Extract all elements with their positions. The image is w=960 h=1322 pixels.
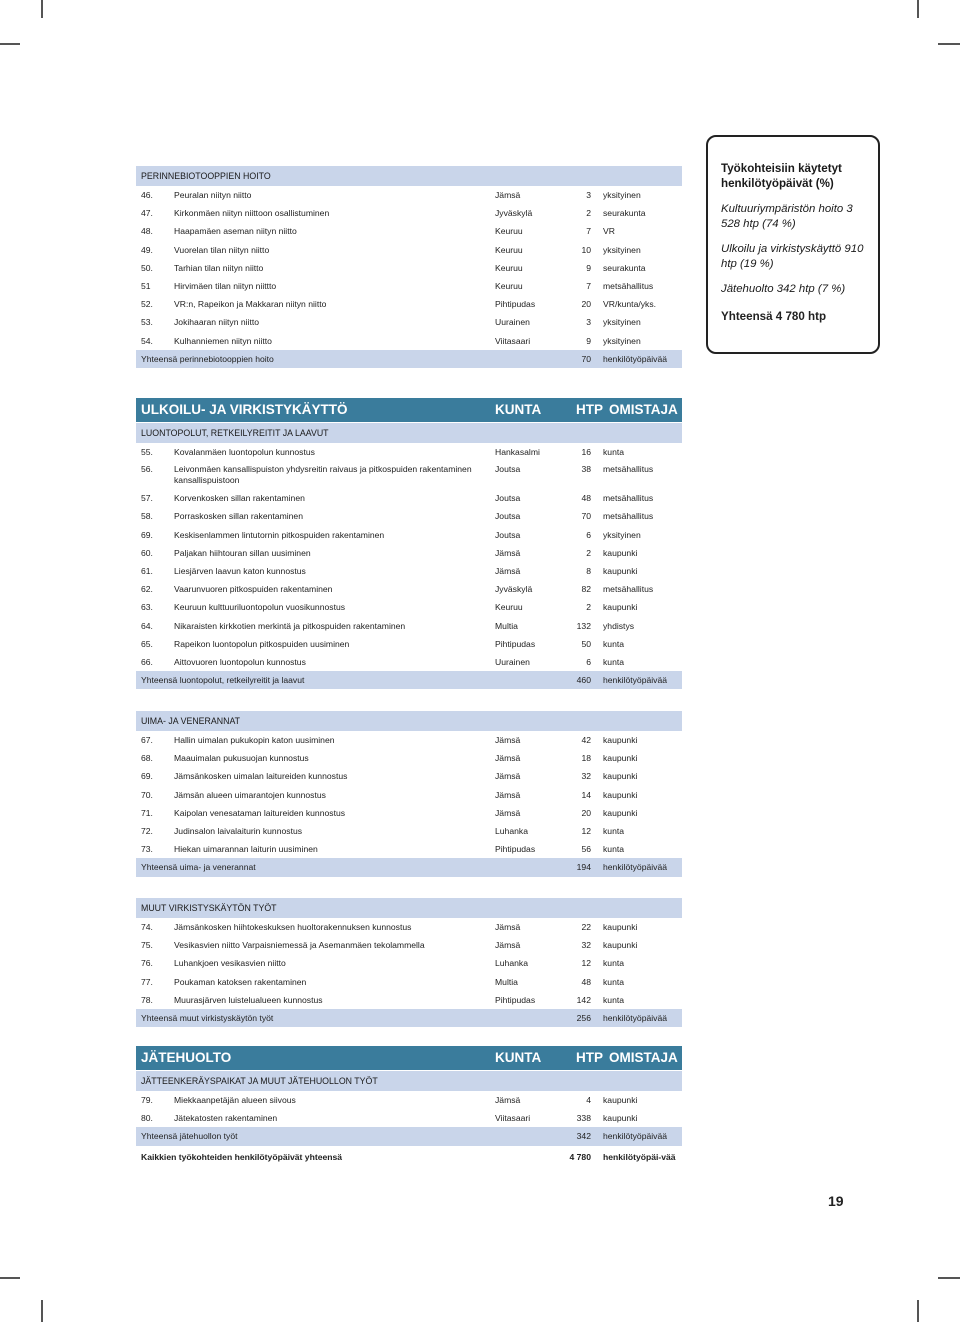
uima-section: [136, 711, 682, 877]
row-number: 54.: [141, 335, 153, 346]
row-number: 52.: [141, 299, 153, 310]
row-htp: 38: [581, 464, 591, 475]
muut-section: [136, 898, 682, 1027]
table-row: [136, 1109, 682, 1127]
row-name: Porraskosken sillan rakentaminen: [174, 511, 303, 522]
row-name: VR:n, Rapeikon ja Makkaran niityn niitto: [174, 299, 327, 310]
row-htp: 338: [576, 1113, 591, 1124]
table-row: [136, 731, 682, 749]
total-label: Yhteensä perinnebiotooppien hoito: [141, 353, 274, 364]
row-number: 51: [141, 280, 151, 291]
table-row: [136, 489, 682, 507]
row-name: Kulhanniemen niityn niitto: [174, 335, 272, 346]
row-location: Viitasaari: [495, 1113, 531, 1124]
total-htp: 460: [576, 675, 591, 686]
row-name: Muurasjärven luistelualueen kunnostus: [174, 994, 323, 1005]
row-owner: kaupunki: [603, 940, 638, 951]
row-owner: kunta: [603, 825, 625, 836]
row-name: Keuruun kulttuuriluontopolun vuosikunnostus: [174, 602, 346, 613]
row-number: 55.: [141, 447, 153, 457]
row-location: Jämsä: [495, 771, 521, 782]
row-owner: kaupunki: [603, 753, 638, 764]
row-number: 66.: [141, 656, 153, 667]
row-htp: 20: [581, 807, 591, 818]
row-htp: 3: [586, 190, 591, 200]
total-htp: 70: [581, 353, 591, 364]
total-htp: 194: [576, 862, 591, 873]
row-owner: kaupunki: [603, 1113, 638, 1124]
row-location: Jämsä: [495, 547, 521, 558]
row-location: Jämsä: [495, 807, 521, 818]
row-owner: yhdistys: [603, 620, 635, 631]
row-name: Jätekatosten rakentaminen: [174, 1113, 278, 1124]
row-location: Hankasalmi: [495, 447, 540, 457]
row-location: Jämsä: [495, 735, 521, 745]
row-name: Peuralan niityn niitto: [174, 190, 252, 200]
row-htp: 9: [586, 262, 591, 273]
row-name: Leivonmäen kansallispuiston yhdysreitin raivaus ja pitkospuiden rakentaminen kansallispuistoon: [174, 464, 472, 486]
section-total: [136, 858, 682, 876]
row-number: 53.: [141, 317, 153, 328]
row-name: Jokihaaran niityn niitto: [174, 317, 260, 328]
row-location: Pihtipudas: [495, 299, 536, 310]
row-name: Vesikasvien niitto Varpaisniemessä ja Asemanmäen tekolammella: [174, 940, 425, 951]
row-number: 74.: [141, 922, 153, 932]
row-owner: VR: [603, 226, 615, 237]
row-number: 50.: [141, 262, 153, 273]
table-row: [136, 786, 682, 804]
row-location: Keuruu: [495, 602, 523, 613]
row-location: Uurainen: [495, 317, 530, 328]
row-name: Jämsänkosken hiihtokeskuksen huoltorakennuksen kunnostus: [174, 922, 412, 932]
row-name: Luhankjoen vesikasvien niitto: [174, 958, 286, 969]
row-owner: yksityinen: [603, 529, 641, 540]
crop-mark: [0, 43, 20, 45]
row-owner: kunta: [603, 958, 625, 969]
table-row: [136, 991, 682, 1009]
row-location: Joutsa: [495, 529, 521, 540]
row-htp: 56: [581, 844, 591, 855]
row-htp: 142: [576, 994, 591, 1005]
crop-mark: [938, 43, 960, 45]
row-htp: 32: [581, 771, 591, 782]
row-owner: kaupunki: [603, 735, 638, 745]
row-owner: kaupunki: [603, 922, 638, 932]
row-htp: 3: [586, 317, 591, 328]
total-label: Yhteensä uima- ja venerannat: [141, 862, 256, 873]
summary-jatehuolto: Jätehuolto 342 htp (7 %): [721, 283, 846, 295]
row-htp: 32: [581, 940, 591, 951]
perinne-section: [136, 166, 682, 368]
section-title: JÄTEHUOLTO: [141, 1050, 232, 1065]
grand-total-unit: henkilötyöpäi-vää: [603, 1151, 676, 1162]
row-owner: yksityinen: [603, 190, 641, 200]
table-row: [136, 598, 682, 616]
table-row: [136, 580, 682, 598]
total-unit: henkilötyöpäivää: [603, 1131, 668, 1142]
row-number: 48.: [141, 226, 153, 237]
row-owner: kaupunki: [603, 547, 638, 558]
row-location: Jämsä: [495, 190, 521, 200]
row-htp: 18: [581, 753, 591, 764]
crop-mark: [938, 1277, 960, 1279]
table-row: [136, 822, 682, 840]
table-row: [136, 617, 682, 635]
table-row: [136, 653, 682, 671]
row-htp: 42: [581, 735, 591, 745]
row-owner: kaupunki: [603, 789, 638, 800]
row-location: Jämsä: [495, 940, 521, 951]
table-row: [136, 277, 682, 295]
row-htp: 16: [581, 447, 591, 457]
section-subheader: MUUT VIRKISTYSKÄYTÖN TYÖT: [136, 898, 682, 918]
table-row: [136, 767, 682, 785]
row-number: 69.: [141, 771, 153, 782]
row-htp: 6: [586, 656, 591, 667]
row-name: Hiekan uimarannan laiturin uusiminen: [174, 844, 318, 855]
row-owner: seurakunta: [603, 262, 646, 273]
total-unit: henkilötyöpäivää: [603, 353, 668, 364]
row-number: 67.: [141, 735, 153, 745]
row-htp: 2: [586, 208, 591, 219]
crop-mark: [0, 1277, 20, 1279]
row-owner: kaupunki: [603, 1095, 638, 1105]
row-location: Viitasaari: [495, 335, 531, 346]
section-subheader: UIMA- JA VENERANNAT: [136, 711, 682, 731]
row-name: Rapeikon luontopolun pitkospuiden uusiminen: [174, 638, 350, 649]
row-htp: 4: [586, 1095, 591, 1105]
row-number: 47.: [141, 208, 153, 219]
row-htp: 22: [581, 922, 591, 932]
row-location: Jyväskylä: [495, 208, 533, 219]
row-number: 61.: [141, 565, 153, 576]
row-owner: metsähallitus: [603, 493, 654, 504]
table-row: [136, 840, 682, 858]
row-htp: 12: [581, 958, 591, 969]
summary-kulttuuri: Kultuuriympäristön hoito 3 528 htp (74 %): [721, 203, 853, 230]
row-htp: 132: [576, 620, 591, 631]
row-name: Judinsalon laivalaiturin kunnostus: [174, 825, 303, 836]
table-row: [136, 507, 682, 525]
section-total: [136, 350, 682, 368]
row-owner: kaupunki: [603, 602, 638, 613]
row-number: 80.: [141, 1113, 153, 1124]
row-name: Kovalanmäen luontopolun kunnostus: [174, 447, 315, 457]
row-location: Luhanka: [495, 958, 528, 969]
section-total: [136, 671, 682, 689]
jatehuolto-rows: [136, 1091, 682, 1127]
row-owner: yksityinen: [603, 335, 641, 346]
table-row: [136, 749, 682, 767]
crop-mark: [41, 1300, 43, 1322]
row-htp: 20: [581, 299, 591, 310]
table-row: [136, 973, 682, 991]
row-location: Pihtipudas: [495, 844, 536, 855]
table-row: [136, 295, 682, 313]
row-location: Joutsa: [495, 511, 521, 522]
row-location: Pihtipudas: [495, 638, 536, 649]
row-owner: metsähallitus: [603, 511, 654, 522]
row-htp: 9: [586, 335, 591, 346]
section-subheader: JÄTTEENKERÄYSPAIKAT JA MUUT JÄTEHUOLLON TYÖT: [136, 1071, 682, 1091]
row-number: 76.: [141, 958, 153, 969]
row-number: 75.: [141, 940, 153, 951]
crop-mark: [41, 0, 43, 18]
grand-total-row: [136, 1149, 682, 1177]
luonto-rows: [136, 443, 682, 671]
row-location: Jämsä: [495, 1095, 521, 1105]
column-header-omistaja: OMISTAJA: [609, 1050, 678, 1065]
row-location: Jämsä: [495, 753, 521, 764]
row-number: 62.: [141, 584, 153, 595]
row-htp: 50: [581, 638, 591, 649]
table-row: [136, 186, 682, 204]
column-header-kunta: KUNTA: [495, 1050, 542, 1065]
row-number: 68.: [141, 753, 153, 764]
table-row: [136, 1091, 682, 1109]
row-location: Multia: [495, 620, 518, 631]
row-number: 70.: [141, 789, 153, 800]
row-name: Vuorelan tilan niityn niitto: [174, 244, 270, 255]
row-location: Joutsa: [495, 493, 521, 504]
row-owner: kunta: [603, 994, 625, 1005]
row-number: 64.: [141, 620, 153, 631]
section-title: ULKOILU- JA VIRKISTYKÄYTTÖ: [141, 402, 348, 417]
column-header-htp: HTP: [576, 1050, 603, 1065]
row-name: Kaipolan venesataman laitureiden kunnostus: [174, 807, 346, 818]
row-owner: kaupunki: [603, 807, 638, 818]
perinne-rows: [136, 186, 682, 350]
row-location: Keuruu: [495, 226, 523, 237]
row-htp: 7: [586, 226, 591, 237]
row-location: Keuruu: [495, 262, 523, 273]
section-subheader: LUONTOPOLUT, RETKEILYREITIT JA LAAVUT: [136, 423, 682, 443]
table-row: [136, 562, 682, 580]
row-name: Paljakan hiihtouran sillan uusiminen: [174, 547, 311, 558]
row-location: Jämsä: [495, 922, 521, 932]
page-number: 19: [828, 1193, 844, 1209]
row-owner: kaupunki: [603, 565, 638, 576]
row-owner: seurakunta: [603, 208, 646, 219]
table-row: [136, 332, 682, 350]
crop-mark: [917, 0, 919, 18]
total-label: Yhteensä muut virkistyskäytön työt: [141, 1012, 274, 1023]
row-name: Keskisenlammen lintutornin pitkospuiden rakentaminen: [174, 529, 385, 540]
section-title-bar: [136, 398, 682, 422]
row-number: 78.: [141, 994, 153, 1005]
summary-ulkoilu: Ulkoilu ja virkistyskäyttö 910 htp (19 %): [721, 243, 864, 270]
column-header-omistaja: OMISTAJA: [609, 402, 678, 417]
row-location: Luhanka: [495, 825, 528, 836]
row-name: Hallin uimalan pukukopin katon uusiminen: [174, 735, 335, 745]
row-location: Uurainen: [495, 656, 530, 667]
row-number: 73.: [141, 844, 153, 855]
table-row: [136, 526, 682, 544]
table-row: [136, 936, 682, 954]
row-number: 72.: [141, 825, 153, 836]
row-location: Joutsa: [495, 464, 521, 475]
grand-total-label: Kaikkien työkohteiden henkilötyöpäivät yhteensä: [141, 1151, 343, 1162]
row-owner: kunta: [603, 447, 625, 457]
section-total: [136, 1009, 682, 1027]
row-htp: 48: [581, 976, 591, 987]
row-location: Multia: [495, 976, 518, 987]
row-location: Jyväskylä: [495, 584, 533, 595]
row-htp: 6: [586, 529, 591, 540]
row-name: Aittovuoren luontopolun kunnostus: [174, 656, 306, 667]
row-name: Haapamäen aseman niityn niitto: [174, 226, 297, 237]
ulkoilu-section: [136, 398, 682, 689]
table-row: [136, 461, 682, 489]
row-number: 58.: [141, 511, 153, 522]
row-owner: metsähallitus: [603, 464, 654, 475]
table-row: [136, 241, 682, 259]
row-location: Keuruu: [495, 244, 523, 255]
row-owner: kaupunki: [603, 771, 638, 782]
section-subheader: PERINNEBIOTOOPPIEN HOITO: [136, 166, 682, 186]
row-name: Korvenkosken sillan rakentaminen: [174, 493, 305, 504]
summary-title: Työkohteisiin käytetyt henkilötyöpäivät (%): [721, 162, 842, 190]
row-number: 79.: [141, 1095, 153, 1105]
row-htp: 14: [581, 789, 591, 800]
row-htp: 12: [581, 825, 591, 836]
row-owner: metsähallitus: [603, 280, 654, 291]
row-number: 77.: [141, 976, 153, 987]
row-owner: metsähallitus: [603, 584, 654, 595]
row-name: Kirkonmäen niityn niittoon osallistuminen: [174, 208, 330, 219]
row-htp: 10: [581, 244, 591, 255]
table-row: [136, 635, 682, 653]
row-owner: VR/kunta/yks.: [603, 299, 657, 310]
row-htp: 8: [586, 565, 591, 576]
row-name: Miekkaanpetäjän alueen siivous: [174, 1095, 296, 1105]
summary-total: Yhteensä 4 780 htp: [721, 309, 827, 323]
row-htp: 2: [586, 602, 591, 613]
row-location: Jämsä: [495, 565, 521, 576]
row-location: Jämsä: [495, 789, 521, 800]
row-number: 56.: [141, 464, 153, 475]
table-row: [136, 204, 682, 222]
jatehuolto-section: [136, 1046, 682, 1177]
row-name: Vaarunvuoren pitkospuiden rakentaminen: [174, 584, 333, 595]
table-row: [136, 804, 682, 822]
row-location: Keuruu: [495, 280, 523, 291]
row-htp: 48: [581, 493, 591, 504]
row-htp: 7: [586, 280, 591, 291]
row-name: Hirvimäen tilan niityn niittto: [174, 280, 277, 291]
row-number: 57.: [141, 493, 153, 504]
row-owner: kunta: [603, 638, 625, 649]
table-row: [136, 443, 682, 461]
row-number: 63.: [141, 602, 153, 613]
total-label: Yhteensä jätehuollon työt: [141, 1131, 238, 1142]
row-owner: kunta: [603, 976, 625, 987]
row-name: Jämsän alueen uimarantojen kunnostus: [174, 789, 326, 800]
row-number: 49.: [141, 244, 153, 255]
row-owner: kunta: [603, 656, 625, 667]
total-unit: henkilötyöpäivää: [603, 862, 668, 873]
row-number: 46.: [141, 190, 153, 200]
row-location: Pihtipudas: [495, 994, 536, 1005]
section-title-bar: [136, 1046, 682, 1070]
row-owner: yksityinen: [603, 317, 641, 328]
row-name: Nikaraisten kirkkotien merkintä ja pitkospuiden rakentaminen: [174, 620, 406, 631]
column-header-kunta: KUNTA: [495, 402, 542, 417]
table-row: [136, 313, 682, 331]
row-htp: 70: [581, 511, 591, 522]
row-owner: kunta: [603, 844, 625, 855]
crop-mark: [917, 1300, 919, 1322]
row-name: Maauimalan pukusuojan kunnostus: [174, 753, 309, 764]
section-total: [136, 1127, 682, 1145]
row-name: Jämsänkosken uimalan laitureiden kunnostus: [174, 771, 348, 782]
table-row: [136, 222, 682, 240]
total-unit: henkilötyöpäivää: [603, 675, 668, 686]
total-label: Yhteensä luontopolut, retkeilyreitit ja laavut: [141, 675, 305, 686]
summary-box: [706, 135, 880, 354]
table-row: [136, 918, 682, 936]
column-header-htp: HTP: [576, 402, 603, 417]
row-htp: 2: [586, 547, 591, 558]
row-owner: yksityinen: [603, 244, 641, 255]
muut-rows: [136, 918, 682, 1009]
uima-rows: [136, 731, 682, 858]
row-name: Tarhian tilan niityn niitto: [174, 262, 264, 273]
table-row: [136, 954, 682, 972]
table-row: [136, 259, 682, 277]
total-unit: henkilötyöpäivää: [603, 1012, 668, 1023]
table-row: [136, 544, 682, 562]
row-number: 71.: [141, 807, 153, 818]
row-number: 69.: [141, 529, 153, 540]
row-name: Liesjärven laavun katon kunnostus: [174, 565, 306, 576]
row-htp: 82: [581, 584, 591, 595]
row-number: 65.: [141, 638, 153, 649]
total-htp: 342: [576, 1131, 591, 1142]
total-htp: 256: [576, 1012, 591, 1023]
grand-total-htp: 4 780: [569, 1151, 591, 1162]
row-number: 60.: [141, 547, 153, 558]
row-name: Poukaman katoksen rakentaminen: [174, 976, 307, 987]
